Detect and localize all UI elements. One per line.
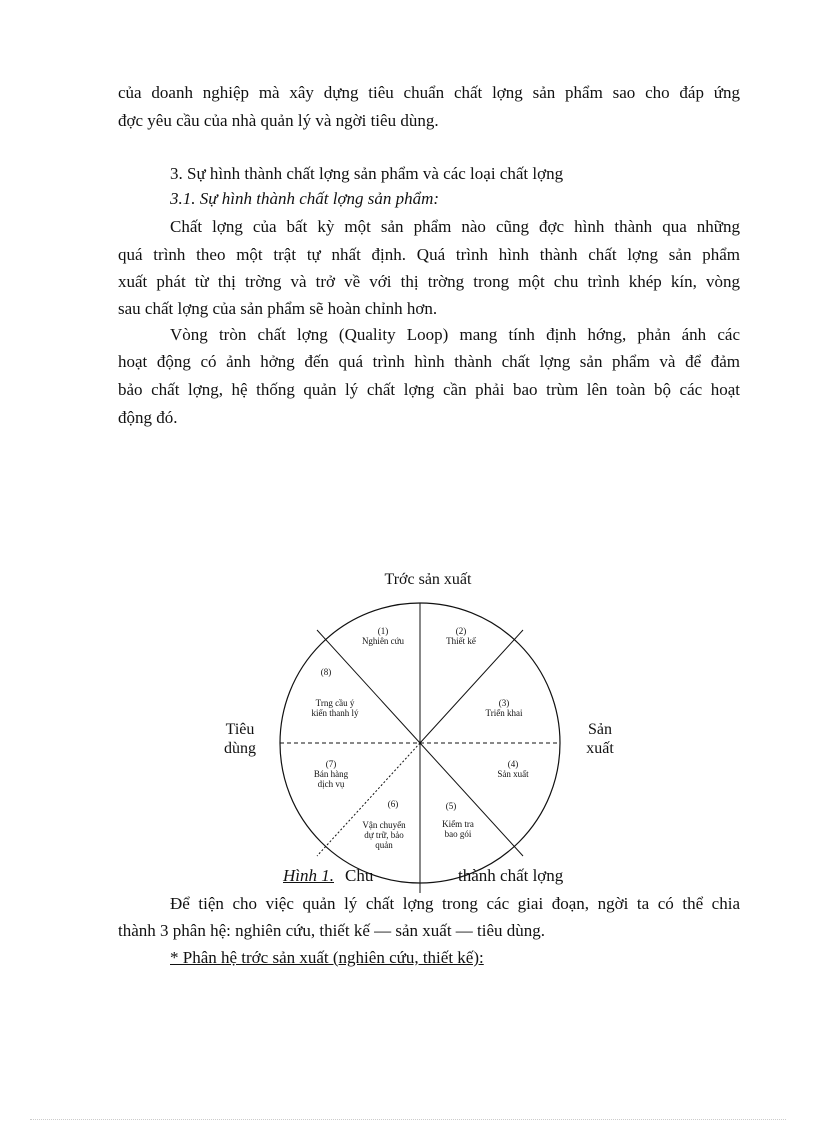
segment-2-label: Thiết kế: [446, 636, 476, 646]
segment-6-label: Vận chuyển: [362, 820, 406, 830]
segment-5-label: Kiểm tra: [442, 819, 474, 829]
segment-8-label: kiến thanh lý: [311, 708, 359, 718]
label-left-1: Tiêu: [225, 721, 255, 738]
section-heading: 3. Sự hình thành chất lợng sản phẩm và các loại chất lợng: [170, 164, 564, 183]
segment-3-number: (3): [498, 698, 510, 708]
segment-7-number: (7): [325, 759, 337, 769]
segment-4-label: Sản xuất: [497, 769, 529, 779]
label-top: Trớc sản xuất: [384, 571, 472, 588]
page-bottom-rule: [30, 1119, 786, 1120]
segment-7-label: dịch vụ: [317, 779, 345, 789]
body-text-line: Chất lợng của bất kỳ một sản phẩm nào cũng đợc hình thành qua những: [170, 217, 740, 236]
body-text-line: hoạt động có ảnh hởng đến quá trình hình thành chất lợng sản phẩm và để đảm: [118, 352, 740, 371]
segment-3-label: Triển khai: [485, 708, 523, 718]
segment-5-label: bao gói: [444, 829, 472, 839]
segment-6-number: (6): [387, 799, 399, 809]
label-left-2: dùng: [224, 740, 256, 757]
body-text-line: xuất phát từ thị trờng và trở về với thị trờng trong một chu trình khép kín, vòng: [118, 272, 740, 291]
segment-6-label: dự trữ, bảo: [364, 830, 404, 840]
diagonal-divider: [420, 630, 523, 743]
segment-5-number: (5): [445, 801, 457, 811]
segment-1-label: Nghiên cứu: [361, 636, 405, 646]
body-text-line: Vòng tròn chất lợng (Quality Loop) mang tính định hớng, phản ánh các: [170, 325, 740, 344]
body-text-line: Để tiện cho việc quản lý chất lợng trong các giai đoạn, ngời ta có thể chia: [170, 894, 740, 913]
label-right-2: xuất: [586, 740, 614, 757]
label-right-1: Sản: [588, 721, 612, 738]
body-text-line: quá trình theo một trật tự nhất định. Quá trình hình thành chất lợng sản phẩm: [118, 245, 740, 264]
body-text-line: sau chất lợng của sản phẩm sẽ hoàn chỉnh hơn.: [118, 299, 438, 318]
segment-4-number: (4): [507, 759, 519, 769]
segment-8-number: (8): [320, 667, 332, 677]
body-text-line: của doanh nghiệp mà xây dựng tiêu chuẩn chất lợng sản phẩm sao cho đáp ứng: [118, 83, 740, 102]
subsection-heading: 3.1. Sự hình thành chất lợng sản phẩm:: [170, 189, 440, 208]
segment-6-label: quản: [375, 840, 393, 850]
body-text-line: thành 3 phân hệ: nghiên cứu, thiết kế — sản xuất — tiêu dùng.: [118, 921, 546, 940]
body-text-line: đợc yêu cầu của nhà quản lý và ngời tiêu dùng.: [118, 111, 439, 130]
diagonal-divider: [317, 630, 420, 743]
segment-7-label: Bán hàng: [313, 769, 349, 779]
figure-caption-part: Chu: [345, 866, 374, 885]
body-text-line: động đó.: [118, 408, 178, 427]
segment-1-number: (1): [377, 626, 389, 636]
segment-8-label: Trng cầu ý: [315, 698, 355, 708]
figure-caption-prefix: Hình 1.: [283, 866, 334, 885]
segment-2-number: (2): [455, 626, 467, 636]
body-text-line: bảo chất lợng, hệ thống quản lý chất lợng cần phải bao trùm lên toàn bộ các hoạt: [118, 380, 740, 399]
subsection-label: * Phân hệ trớc sản xuất (nghiên cứu, thiết kế):: [170, 948, 484, 967]
figure-caption-part: thành chất lợng: [458, 866, 564, 885]
